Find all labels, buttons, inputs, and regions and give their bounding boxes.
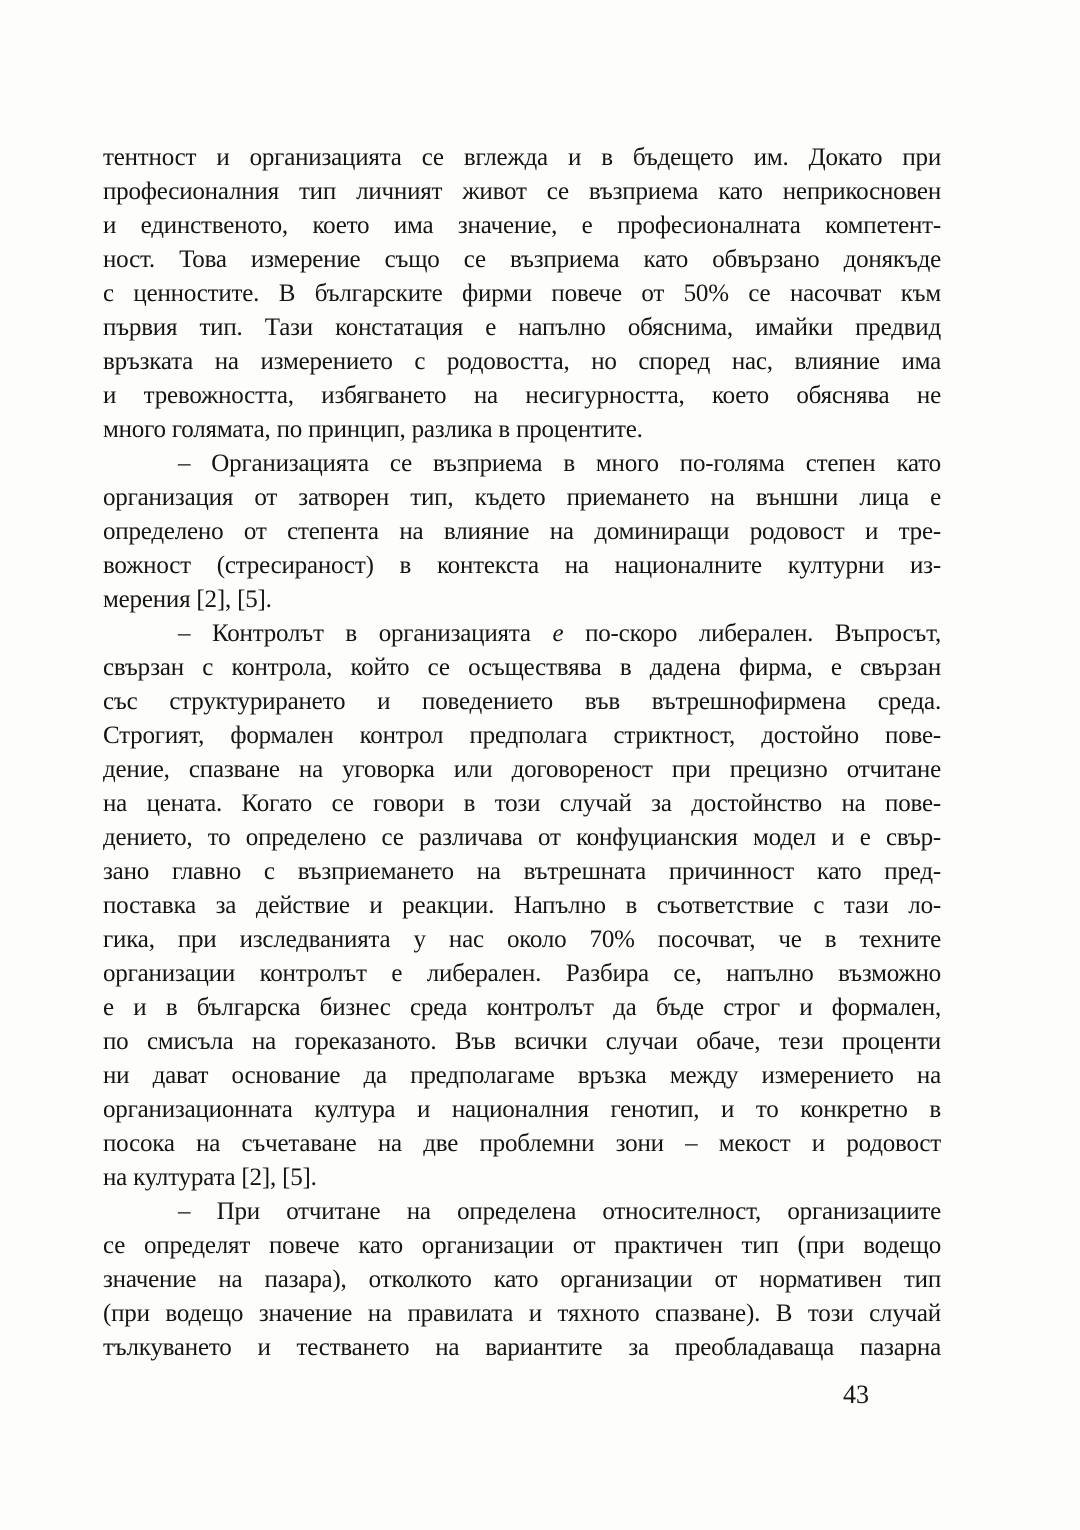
text-line: – Организацията се възприема в много по-голяма степен като bbox=[178, 450, 941, 477]
text-line: тълкуването и тестването на вариантите за преобладаваща пазарна bbox=[103, 1334, 941, 1361]
text-line: гика, при изследванията у нас около 70% посочват, че в техните bbox=[103, 926, 941, 953]
text-line: Строгият, формален контрол предполага стриктност, достойно пове- bbox=[103, 722, 941, 749]
text-line: първия тип. Тази констатация е напълно обяснима, имайки предвид bbox=[103, 314, 941, 341]
text-line: поставка за действие и реакции. Напълно в съответствие с тази ло- bbox=[103, 892, 941, 919]
paragraph bbox=[103, 617, 941, 1195]
paragraph bbox=[103, 447, 941, 617]
text-line: организационната култура и националния генотип, и то конкретно в bbox=[103, 1096, 941, 1123]
text-line: дението, то определено се различава от конфуцианския модел и е свър- bbox=[103, 824, 941, 851]
text-line: и единственото, което има значение, е професионалната компетент- bbox=[103, 212, 941, 239]
text-line: с ценностите. В българските фирми повече от 50% се насочват към bbox=[103, 280, 941, 307]
text-line: вожност (стресираност) в контекста на националните културни из- bbox=[103, 552, 941, 579]
text-line: със структурирането и поведението във вътрешнофирмена среда. bbox=[103, 688, 941, 715]
text-line: и тревожността, избягването на несигурността, което обяснява не bbox=[103, 382, 941, 409]
text-segment: – Контролът в организацията bbox=[178, 620, 553, 647]
text-line: определено от степента на влияние на доминиращи родовост и тре- bbox=[103, 518, 941, 545]
text-line bbox=[103, 617, 941, 651]
text-line: зано главно с възприемането на вътрешната причинност като пред- bbox=[103, 858, 941, 885]
paragraph bbox=[103, 1195, 941, 1365]
text-line: значение на пазара), отколкото като организации от нормативен тип bbox=[103, 1266, 941, 1293]
text-line: свързан с контрола, който се осъществява в дадена фирма, е свързан bbox=[103, 654, 941, 681]
text-line: по смисъла на гореказаното. Във всички случаи обаче, тези проценти bbox=[103, 1028, 941, 1055]
text-line: връзката на измерението с родовостта, но според нас, влияние има bbox=[103, 348, 941, 375]
text-line: организации контролът е либерален. Разбира се, напълно възможно bbox=[103, 960, 941, 987]
text-line: (при водещо значение на правилата и тяхното спазване). В този случай bbox=[103, 1300, 941, 1327]
text-line: професионалния тип личният живот се възприема като неприкосновен bbox=[103, 178, 941, 205]
text-line: организация от затворен тип, където приемането на външни лица е bbox=[103, 484, 941, 511]
text-segment: по-скоро либерален. Въпросът, bbox=[563, 620, 941, 647]
text-line: се определят повече като организации от практичен тип (при водещо bbox=[103, 1232, 941, 1259]
text-line: ни дават основание да предполагаме връзка между измерението на bbox=[103, 1062, 941, 1089]
text-line: на цената. Когато се говори в този случай за достойнство на пове- bbox=[103, 790, 941, 817]
text-line: много голямата, по принцип, разлика в процентите. bbox=[103, 416, 643, 443]
text-line: дение, спазване на уговорка или договореност при прецизно отчитане bbox=[103, 756, 941, 783]
text-line: е и в българска бизнес среда контролът да бъде строг и формален, bbox=[103, 994, 941, 1021]
page-number: 43 bbox=[843, 1380, 869, 1409]
text-line: – При отчитане на определена относителност, организациите bbox=[178, 1198, 941, 1225]
text-line: тентност и организацията се вглежда и в бъдещето им. Докато при bbox=[103, 144, 941, 171]
text-line: мерения [2], [5]. bbox=[103, 586, 272, 613]
italic-text: е bbox=[552, 620, 564, 647]
page-text bbox=[103, 141, 941, 1365]
text-line: ност. Това измерение също се възприема като обвързано донякъде bbox=[103, 246, 941, 273]
text-line: посока на съчетаване на две проблемни зони – мекост и родовост bbox=[103, 1130, 941, 1157]
paragraph bbox=[103, 141, 941, 447]
text-line: на културата [2], [5]. bbox=[103, 1164, 317, 1191]
